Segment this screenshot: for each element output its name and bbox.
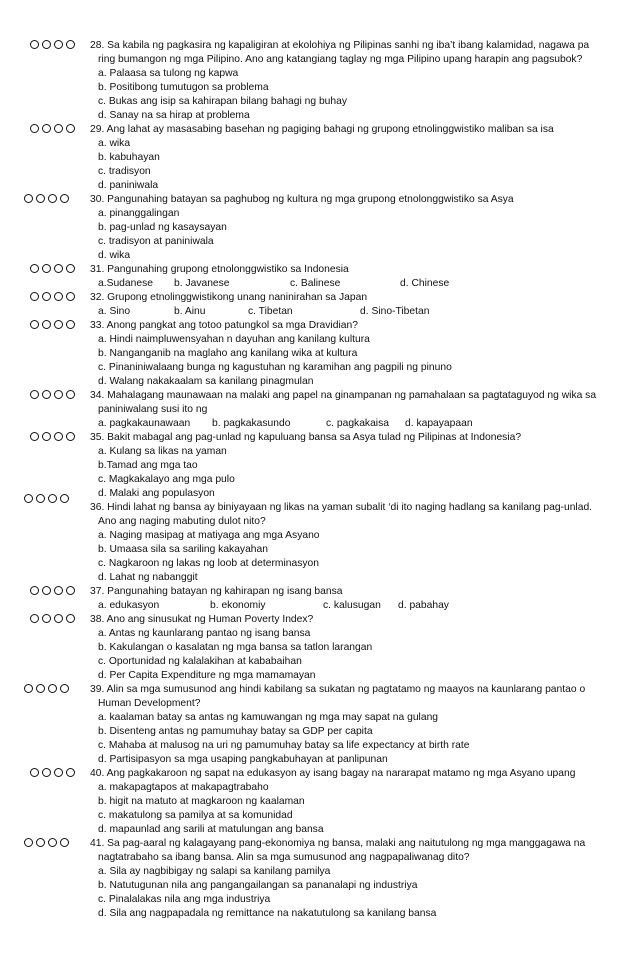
- bubble-c[interactable]: [48, 194, 57, 203]
- question-text-cont: Human Development?: [98, 698, 201, 709]
- option-a: a. Palaasa sa tulong ng kapwa: [98, 68, 239, 79]
- option-d: d. Per Capita Expenditure ng mga mamamayan: [98, 670, 316, 681]
- option-d: d. Walang nakakaalam sa kanilang pinagmulan: [98, 376, 314, 387]
- option-c: c. Oportunidad ng kalalakihan at kababaihan: [98, 656, 302, 667]
- option-b: b. Disenteng antas ng pamumuhay batay sa GDP per capita: [98, 726, 373, 737]
- option-b: b. Natutugunan nila ang pangangailangan sa pananalapi ng industriya: [98, 880, 418, 891]
- option-b: b.Tamad ang mga tao: [98, 460, 198, 471]
- option-a: a. Kulang sa likas na yaman: [98, 446, 227, 457]
- option-c: c. Magkakalayo ang mga pulo: [98, 474, 235, 485]
- option-b: b. Javanese: [174, 278, 230, 289]
- option-b: b. Positibong tumutugon sa problema: [98, 82, 269, 93]
- option-d: d. paniniwala: [98, 180, 159, 191]
- question-text: 30. Pangunahing batayan sa paghubog ng kultura ng mga grupong etnolonggwistiko sa Asya: [90, 194, 514, 205]
- option-a: a. Hindi naimpluwensyahan n dayuhan ang kanilang kultura: [98, 334, 370, 345]
- option-a: a. Sino: [98, 306, 131, 317]
- bubble-d[interactable]: [66, 264, 75, 273]
- answer-bubbles[interactable]: [24, 684, 69, 693]
- bubble-b[interactable]: [42, 264, 51, 273]
- answer-bubbles[interactable]: [30, 432, 75, 441]
- question-text-cont: Ano ang naging mabuting dulot nito?: [98, 516, 266, 527]
- option-c: c. Mahaba at malusog na uri ng pamumuhay batay sa life expectancy at birth rate: [98, 740, 470, 751]
- bubble-a[interactable]: [24, 684, 33, 693]
- answer-bubbles[interactable]: [30, 124, 75, 133]
- question-text: 28. Sa kabila ng pagkasira ng kapaligiran at ekolohiya ng Pilipinas sanhi ng iba’t ibang kalamidad, nagawa pa: [90, 40, 590, 51]
- question-text: 29. Ang lahat ay masasabing basehan ng pagiging bahagi ng grupong etnolinggwistiko maliban sa isa: [90, 124, 554, 135]
- option-a: a. Sila ay nagbibigay ng salapi sa kanilang pamilya: [98, 866, 331, 877]
- option-d: d. mapaunlad ang sarili at matulungan ang bansa: [98, 824, 324, 835]
- bubble-d[interactable]: [60, 194, 69, 203]
- question-text: 36. Hindi lahat ng bansa ay biniyayaan ng likas na yaman subalit ‘di ito naging hadlang sa kanilang pag-unlad.: [90, 502, 593, 513]
- bubble-b[interactable]: [42, 292, 51, 301]
- bubble-b[interactable]: [42, 768, 51, 777]
- bubble-c[interactable]: [54, 390, 63, 399]
- question-text-cont: paniniwalang susi ito ng: [98, 404, 208, 415]
- bubble-c[interactable]: [54, 320, 63, 329]
- option-c: c. makatulong sa pamilya at sa komunidad: [98, 810, 293, 821]
- option-d: d. Malaki ang populasyon: [98, 488, 215, 499]
- question-text: 35. Bakit mabagal ang pag-unlad ng kapuluang bansa sa Asya tulad ng Pilipinas at Indonesia?: [90, 432, 522, 443]
- option-a: a. makapagtapos at makapagtrabaho: [98, 782, 269, 793]
- option-a: a. Naging masipag at matiyaga ang mga Asyano: [98, 530, 320, 541]
- bubble-d[interactable]: [60, 838, 69, 847]
- bubble-c[interactable]: [54, 768, 63, 777]
- bubble-a[interactable]: [24, 494, 33, 503]
- option-a: a. edukasyon: [98, 600, 160, 611]
- bubble-a[interactable]: [30, 586, 39, 595]
- answer-bubbles[interactable]: [30, 390, 75, 399]
- option-b: b. Umaasa sila sa sariling kakayahan: [98, 544, 268, 555]
- bubble-b[interactable]: [42, 124, 51, 133]
- bubble-d[interactable]: [60, 684, 69, 693]
- option-c: c. Bukas ang isip sa kahirapan bilang bahagi ng buhay: [98, 96, 348, 107]
- bubble-d[interactable]: [66, 292, 75, 301]
- option-a: a.Sudanese: [98, 278, 153, 289]
- answer-bubbles[interactable]: [30, 586, 75, 595]
- option-d: d. Sila ang nagpapadala ng remittance na nakatutulong sa kanilang bansa: [98, 908, 437, 919]
- bubble-d[interactable]: [66, 614, 75, 623]
- question-text: 40. Ang pagkakaroon ng sapat na edukasyon ay isang bagay na nararapat matamo ng mga Asyano upang: [90, 768, 576, 779]
- bubble-b[interactable]: [42, 432, 51, 441]
- bubble-c[interactable]: [54, 264, 63, 273]
- bubble-b[interactable]: [42, 586, 51, 595]
- options-row: [90, 277, 620, 291]
- bubble-a[interactable]: [24, 194, 33, 203]
- option-c: c. Balinese: [290, 278, 341, 289]
- option-c: c. tradisyon: [98, 166, 151, 177]
- option-d: d. Partisipasyon sa mga usaping pangkabuhayan at panlipunan: [98, 754, 388, 765]
- option-a: a. pinanggalingan: [98, 208, 180, 219]
- question-text: 33. Anong pangkat ang totoo patungkol sa mga Dravidian?: [90, 320, 358, 331]
- question-text: 38. Ano ang sinusukat ng Human Poverty Index?: [90, 614, 314, 625]
- option-b: b. Ainu: [174, 306, 206, 317]
- options-row: [90, 305, 620, 319]
- option-c: c. Pinaniniwalaang bunga ng kagustuhan ng karamihan ang pagpili ng pinuno: [98, 362, 452, 373]
- bubble-a[interactable]: [30, 432, 39, 441]
- bubble-c[interactable]: [54, 586, 63, 595]
- option-d: d. pabahay: [398, 600, 449, 611]
- question-text: 34. Mahalagang maunawaan na malaki ang papel na ginampanan ng pamahalaan sa pagtataguyod ng wika sa: [90, 390, 597, 401]
- answer-bubbles[interactable]: [24, 838, 69, 847]
- answer-bubbles[interactable]: [30, 40, 75, 49]
- question-text: 31. Pangunahing grupong etnolonggwistiko sa Indonesia: [90, 264, 349, 275]
- bubble-b[interactable]: [36, 684, 45, 693]
- option-c: c. Tibetan: [248, 306, 293, 317]
- bubble-c[interactable]: [48, 684, 57, 693]
- bubble-b[interactable]: [36, 194, 45, 203]
- bubble-a[interactable]: [24, 838, 33, 847]
- bubble-d[interactable]: [66, 124, 75, 133]
- option-a: a. wika: [98, 138, 131, 149]
- option-d: d. Lahat ng nabanggit: [98, 572, 198, 583]
- bubble-b[interactable]: [36, 494, 45, 503]
- bubble-b[interactable]: [36, 838, 45, 847]
- bubble-d[interactable]: [66, 40, 75, 49]
- bubble-d[interactable]: [66, 320, 75, 329]
- option-b: b. kabuhayan: [98, 152, 160, 163]
- options-row: [90, 417, 620, 431]
- bubble-a[interactable]: [30, 390, 39, 399]
- option-c: c. pagkakaisa: [326, 418, 389, 429]
- option-b: b. ekonomiy: [210, 600, 266, 611]
- question-text: 32. Grupong etnolinggwistikong unang naninirahan sa Japan: [90, 292, 368, 303]
- option-a: a. pagkakaunawaan: [98, 418, 191, 429]
- bubble-c[interactable]: [54, 292, 63, 301]
- bubble-a[interactable]: [30, 124, 39, 133]
- question-text-cont: ring bumangon ng mga Pilipino. Ano ang katangiang taglay ng mga Pilipino upang harapin ang pagsubok?: [98, 54, 583, 65]
- question-text: 39. Alin sa mga sumusunod ang hindi kabilang sa sukatan ng pagtatamo ng maayos na kaunlarang pantao o: [90, 684, 586, 695]
- bubble-a[interactable]: [30, 264, 39, 273]
- question-text: 37. Pangunahing batayan ng kahirapan ng isang bansa: [90, 586, 343, 597]
- option-c: c. Nagkaroon ng lakas ng loob at determinasyon: [98, 558, 319, 569]
- bubble-c[interactable]: [54, 40, 63, 49]
- bubble-a[interactable]: [30, 320, 39, 329]
- answer-bubbles[interactable]: [30, 614, 75, 623]
- option-c: c. kalusugan: [323, 600, 381, 611]
- option-d: d. kapayapaan: [405, 418, 473, 429]
- answer-bubbles[interactable]: [30, 264, 75, 273]
- option-d: d. Sino-Tibetan: [360, 306, 430, 317]
- bubble-a[interactable]: [30, 292, 39, 301]
- question-text-cont: nagtatrabaho sa ibang bansa. Alin sa mga sumusunod ang nagpapaliwanag dito?: [98, 852, 470, 863]
- bubble-a[interactable]: [30, 614, 39, 623]
- bubble-d[interactable]: [66, 432, 75, 441]
- option-d: d. wika: [98, 250, 131, 261]
- bubble-c[interactable]: [48, 494, 57, 503]
- option-c: c. Pinalalakas nila ang mga industriya: [98, 894, 271, 905]
- bubble-b[interactable]: [42, 320, 51, 329]
- option-b: b. Kakulangan o kasalatan ng mga bansa sa tatlon larangan: [98, 642, 373, 653]
- bubble-a[interactable]: [30, 768, 39, 777]
- bubble-c[interactable]: [54, 614, 63, 623]
- bubble-c[interactable]: [48, 838, 57, 847]
- bubble-d[interactable]: [66, 586, 75, 595]
- option-d: d. Chinese: [400, 278, 450, 289]
- option-d: d. Sanay na sa hirap at problema: [98, 110, 250, 121]
- option-c: c. tradisyon at paniniwala: [98, 236, 214, 247]
- answer-bubbles[interactable]: [30, 292, 75, 301]
- bubble-d[interactable]: [66, 768, 75, 777]
- answer-bubbles[interactable]: [30, 768, 75, 777]
- option-b: b. pagkakasundo: [212, 418, 291, 429]
- question-text: 41. Sa pag-aaral ng kalagayang pang-ekonomiya ng bansa, malaki ang naitutulong ng mga manggagawa na: [90, 838, 586, 849]
- answer-bubbles[interactable]: [24, 194, 69, 203]
- option-b: b. higit na matuto at magkaroon ng kaalaman: [98, 796, 305, 807]
- option-a: a. kaalaman batay sa antas ng kamuwangan ng mga may sapat na gulang: [98, 712, 439, 723]
- bubble-a[interactable]: [30, 40, 39, 49]
- answer-bubbles[interactable]: [24, 494, 69, 503]
- option-b: b. Nanganganib na maglaho ang kanilang wika at kultura: [98, 348, 358, 359]
- bubble-c[interactable]: [54, 124, 63, 133]
- options-row: [90, 599, 620, 613]
- bubble-b[interactable]: [42, 614, 51, 623]
- option-b: b. pag-unlad ng kasaysayan: [98, 222, 227, 233]
- answer-bubbles[interactable]: [30, 320, 75, 329]
- bubble-b[interactable]: [42, 390, 51, 399]
- bubble-b[interactable]: [42, 40, 51, 49]
- option-a: a. Antas ng kaunlarang pantao ng isang bansa: [98, 628, 311, 639]
- bubble-d[interactable]: [66, 390, 75, 399]
- bubble-c[interactable]: [54, 432, 63, 441]
- bubble-d[interactable]: [60, 494, 69, 503]
